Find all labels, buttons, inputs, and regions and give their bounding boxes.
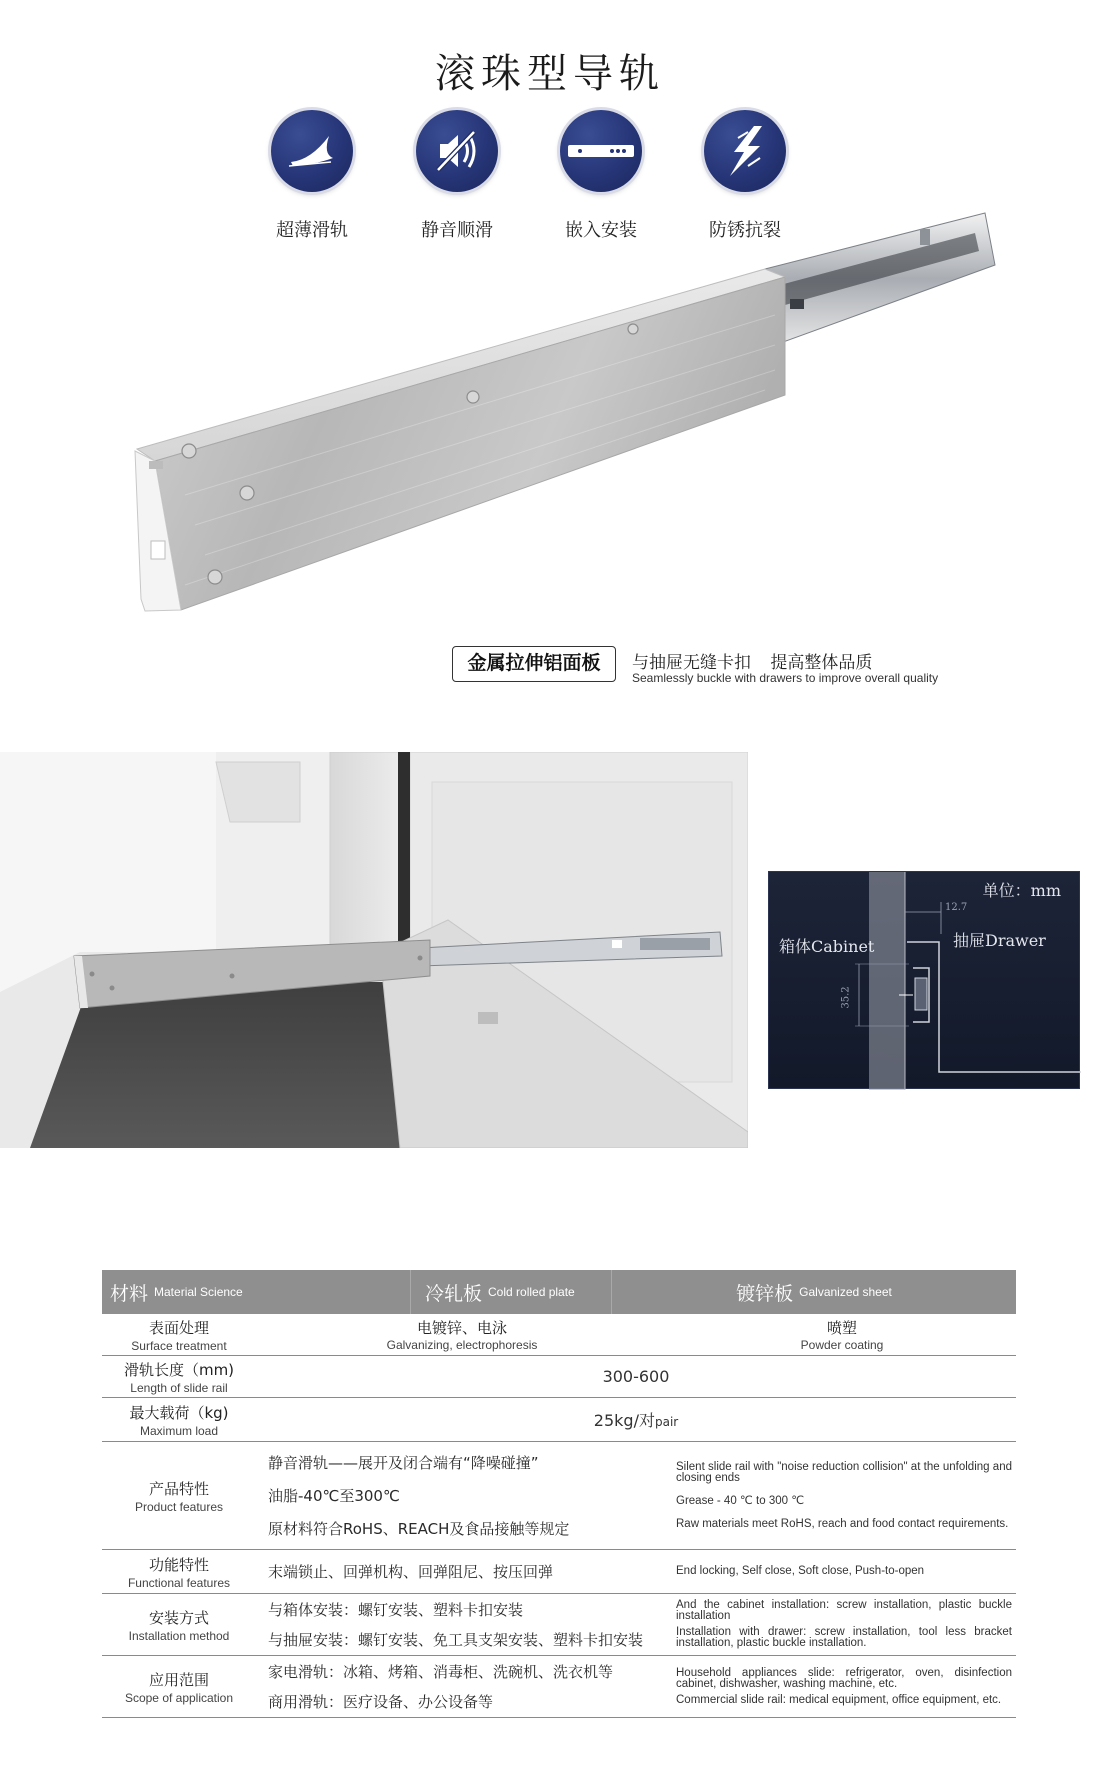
dimension-height: 35.2 [840, 986, 852, 1009]
surface-col2-cn: 喷塑 [826, 1319, 857, 1337]
install-line-cn: 与抽屉安装：螺钉安装、免工具支架安装、塑料卡扣安装 [268, 1631, 644, 1649]
row-label-en: Functional features [127, 1575, 231, 1590]
row-label [102, 1478, 256, 1514]
feature-label: 超薄滑轨 [276, 220, 348, 241]
length-value: 300-600 [602, 1367, 670, 1386]
row-label-en: Installation method [128, 1628, 230, 1643]
scope-line-en: Commercial slide rail: medical equipment, office equipment, etc. [676, 1693, 1002, 1706]
row-label-cn: 功能特性 [148, 1555, 209, 1574]
row-label-en: Surface treatment [131, 1338, 227, 1353]
row-label [102, 1317, 256, 1353]
panel-callout-en: Seamlessly buckle with drawers to improve overall quality [632, 671, 939, 685]
scope-line-en: Household appliances slide: refrigerator, oven, disinfection cabinet, dishwasher, washing machine, etc. [676, 1666, 1012, 1690]
feature-label: 防锈抗裂 [709, 220, 781, 241]
header-material-en: Material Science [154, 1285, 243, 1299]
mute-icon [416, 110, 498, 192]
feature-line-cn: 原材料符合RoHS、REACH及食品接触等规定 [268, 1520, 570, 1538]
row-label-en: Scope of application [124, 1690, 234, 1705]
row-label [102, 1359, 256, 1395]
cabinet-label: 箱体Cabinet [779, 937, 875, 956]
row-label-en: Length of slide rail [130, 1380, 228, 1395]
scope-line-cn: 商用滑轨：医疗设备、办公设备等 [268, 1693, 494, 1711]
drawer-label: 抽屉Drawer [953, 931, 1046, 950]
header-material-cn: 材料 [110, 1282, 149, 1305]
scope-cn [256, 1661, 668, 1712]
dimension-diagram [768, 871, 1080, 1089]
surface-col1-cn: 电镀锌、电泳 [416, 1319, 507, 1337]
row-scope [102, 1656, 1016, 1718]
row-product-features [102, 1442, 1016, 1550]
spec-table [102, 1270, 1016, 1718]
row-label-cn: 表面处理 [148, 1318, 209, 1337]
header-col1-en: Cold rolled plate [488, 1285, 575, 1299]
load-value-text: 25kg/对 [593, 1411, 655, 1430]
feature-line-en: Silent slide rail with "noise reduction collision" at the unfolding and closing ends [676, 1460, 1012, 1484]
header-material [102, 1270, 410, 1314]
header-col2 [612, 1270, 1016, 1314]
install-cn [256, 1599, 668, 1650]
header-col1-cn: 冷轧板 [425, 1282, 483, 1305]
install-line-en: Installation with drawer: screw installation, tool less bracket installation, plastic buckle installation. [676, 1626, 1012, 1649]
scope-en [668, 1668, 1016, 1706]
page-title: 滚珠型导轨 [435, 51, 665, 97]
feature-line-en: Grease - 40 ℃ to 300 ℃ [676, 1494, 805, 1507]
row-functional [102, 1550, 1016, 1594]
feature-line-cn: 油脂-40℃至300℃ [268, 1487, 400, 1505]
header-col2-en: Galvanized sheet [799, 1285, 892, 1299]
surface-col2 [668, 1317, 1016, 1352]
installation-scene [0, 752, 748, 1148]
functional-line-en: End locking, Self close, Soft close, Push-to-open [676, 1565, 925, 1577]
dimension-width: 12.7 [945, 902, 968, 913]
panel-tag: 金属拉伸铝面板 [452, 646, 616, 682]
surface-col1 [256, 1317, 668, 1352]
load-unit: pair [654, 1415, 679, 1429]
install-line-en: And the cabinet installation: screw installation, plastic buckle installation [676, 1599, 1012, 1622]
embedded-rail-icon [560, 110, 642, 192]
row-length [102, 1356, 1016, 1398]
install-line-cn: 与箱体安装：螺钉安装、塑料卡扣安装 [268, 1601, 524, 1619]
row-label-en: Product features [134, 1499, 224, 1514]
unit-label: 单位：mm [982, 881, 1061, 900]
row-label-en: Maximum load [139, 1423, 219, 1438]
row-label-cn: 产品特性 [148, 1479, 209, 1498]
row-label-cn: 最大载荷（kg) [129, 1403, 229, 1422]
row-surface [102, 1314, 1016, 1356]
spec-header [102, 1270, 1016, 1314]
lightning-icon [704, 110, 786, 192]
header-col1 [411, 1270, 611, 1314]
thin-rail-icon [271, 110, 353, 192]
row-label [102, 1402, 256, 1438]
feature-line-en: Raw materials meet RoHS, reach and food contact requirements. [676, 1517, 1009, 1530]
surface-col2-en: Powder coating [800, 1338, 884, 1352]
panel-callout-cn: 与抽屉无缝卡扣 提高整体品质 [632, 653, 873, 673]
surface-col1-en: Galvanizing, electrophoresis [386, 1338, 538, 1352]
row-label-cn: 应用范围 [148, 1670, 209, 1689]
install-en [668, 1600, 1016, 1649]
row-label [102, 1669, 256, 1705]
product-render [125, 205, 1015, 705]
scope-line-cn: 家电滑轨：冰箱、烤箱、消毒柜、洗碗机、洗衣机等 [268, 1663, 614, 1681]
row-install [102, 1594, 1016, 1656]
functional-en [668, 1566, 1016, 1577]
functional-line-cn: 末端锁止、回弹机构、回弹阻尼、按压回弹 [268, 1563, 554, 1581]
row-label [102, 1607, 256, 1643]
load-value [256, 1408, 1016, 1431]
feature-label: 嵌入安装 [565, 220, 637, 241]
features-en [668, 1462, 1016, 1530]
functional-cn [256, 1561, 668, 1582]
features-cn [256, 1452, 668, 1539]
feature-label: 静音顺滑 [421, 220, 493, 241]
row-label [102, 1554, 256, 1590]
row-label-cn: 安装方式 [148, 1608, 209, 1627]
row-label-cn: 滑轨长度（mm) [123, 1360, 235, 1379]
row-load [102, 1398, 1016, 1442]
feature-line-cn: 静音滑轨——展开及闭合端有“降噪碰撞” [268, 1454, 539, 1472]
header-col2-cn: 镀锌板 [736, 1282, 794, 1305]
